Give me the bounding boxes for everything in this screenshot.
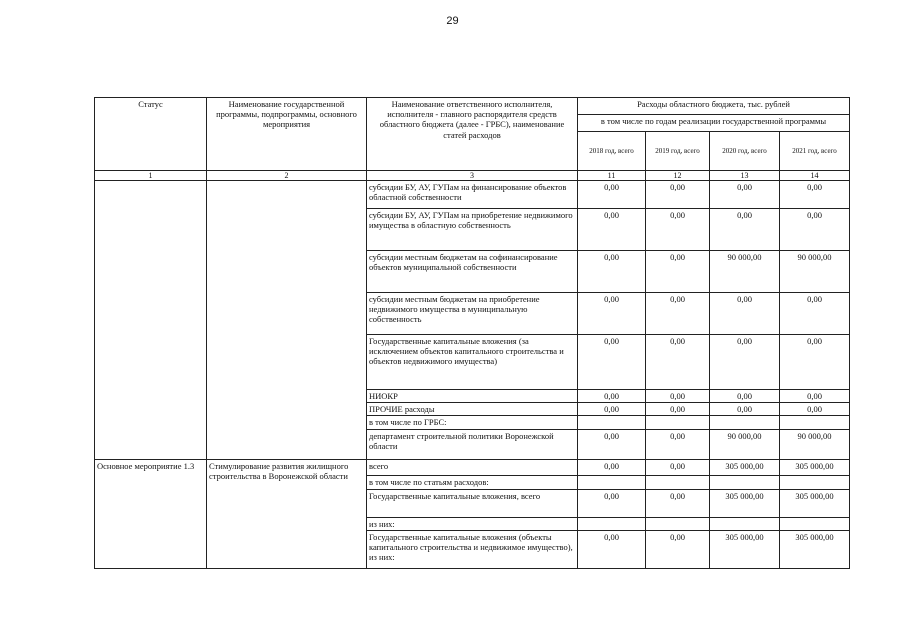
value-2019: 0,00 [646,181,710,209]
header-year-2019: 2019 год, всего [646,132,710,171]
value-2018: 0,00 [578,209,646,251]
row-label: субсидии местным бюджетам на приобретение недвижимого имущества в муниципальную собственность [367,293,578,335]
value-2019: 0,00 [646,489,710,517]
value-2021: 90 000,00 [780,429,850,459]
value-2020: 305 000,00 [710,459,780,475]
row-label: из них: [367,517,578,530]
value-2021: 0,00 [780,181,850,209]
row-label: Государственные капитальные вложения (объекты капитального строительства и недвижимое имущество), из них: [367,530,578,568]
value-2021: 0,00 [780,403,850,416]
value-2020: 0,00 [710,209,780,251]
status-cell [95,181,207,460]
value-2018: 0,00 [578,390,646,403]
header-status: Статус [95,98,207,171]
value-2019: 0,00 [646,459,710,475]
row-label: в том числе по ГРБС: [367,416,578,429]
value-2020: 0,00 [710,335,780,390]
value-2018 [578,416,646,429]
value-2019: 0,00 [646,293,710,335]
col-number: 12 [646,171,710,181]
col-number: 1 [95,171,207,181]
value-2020: 90 000,00 [710,251,780,293]
value-2020 [710,517,780,530]
header-year-2020: 2020 год, всего [710,132,780,171]
header-program: Наименование государственной программы, подпрограммы, основного мероприятия [207,98,367,171]
value-2021: 0,00 [780,390,850,403]
value-2020: 305 000,00 [710,530,780,568]
col-number: 3 [367,171,578,181]
value-2020: 0,00 [710,390,780,403]
value-2020: 305 000,00 [710,489,780,517]
col-number: 14 [780,171,850,181]
value-2021: 305 000,00 [780,530,850,568]
event-name: Стимулирование развития жилищного строительства в Воронежской области [207,459,367,568]
value-2018: 0,00 [578,293,646,335]
value-2021: 0,00 [780,293,850,335]
value-2018: 0,00 [578,181,646,209]
value-2021 [780,475,850,489]
row-label: субсидии БУ, АУ, ГУПам на приобретение недвижимого имущества в областную собственность [367,209,578,251]
value-2020: 0,00 [710,181,780,209]
value-2018: 0,00 [578,429,646,459]
row-label: НИОКР [367,390,578,403]
value-2019 [646,517,710,530]
value-2021: 305 000,00 [780,459,850,475]
row-label: департамент строительной политики Воронежской области [367,429,578,459]
budget-table [94,97,850,569]
value-2018: 0,00 [578,459,646,475]
col-number: 2 [207,171,367,181]
col-number: 13 [710,171,780,181]
row-label: в том числе по статьям расходов: [367,475,578,489]
value-2018 [578,517,646,530]
row-label: субсидии местным бюджетам на софинансирование объектов муниципальной собственности [367,251,578,293]
table-row [95,459,850,475]
row-label: ПРОЧИЕ расходы [367,403,578,416]
value-2020 [710,416,780,429]
value-2021: 305 000,00 [780,489,850,517]
value-2019: 0,00 [646,429,710,459]
value-2019: 0,00 [646,390,710,403]
row-label: Государственные капитальные вложения (за исключением объектов капитального строительства и объектов недвижимого имущества) [367,335,578,390]
value-2020: 0,00 [710,403,780,416]
value-2020: 0,00 [710,293,780,335]
col-number: 11 [578,171,646,181]
value-2021 [780,416,850,429]
row-label: всего [367,459,578,475]
value-2019: 0,00 [646,530,710,568]
header-expenses: Расходы областного бюджета, тыс. рублей [578,98,850,115]
value-2021: 0,00 [780,209,850,251]
table-row [95,181,850,209]
value-2018: 0,00 [578,489,646,517]
value-2021: 0,00 [780,335,850,390]
value-2018 [578,475,646,489]
value-2018: 0,00 [578,530,646,568]
value-2018: 0,00 [578,251,646,293]
value-2021 [780,517,850,530]
value-2018: 0,00 [578,403,646,416]
value-2021: 90 000,00 [780,251,850,293]
value-2018: 0,00 [578,335,646,390]
header-year-2021: 2021 год, всего [780,132,850,171]
row-label: Государственные капитальные вложения, всего [367,489,578,517]
value-2020: 90 000,00 [710,429,780,459]
value-2019: 0,00 [646,403,710,416]
row-label: субсидии БУ, АУ, ГУПам на финансирование объектов областной собственности [367,181,578,209]
header-executor: Наименование ответственного исполнителя, исполнителя - главного распорядителя средств областного бюджета (далее - ГРБС), наименование статей расходов [367,98,578,171]
event-status: Основное мероприятие 1.3 [95,459,207,568]
value-2019: 0,00 [646,335,710,390]
value-2019: 0,00 [646,209,710,251]
header-by-years: в том числе по годам реализации государственной программы [578,115,850,132]
value-2019: 0,00 [646,251,710,293]
value-2020 [710,475,780,489]
program-cell [207,181,367,460]
value-2019 [646,475,710,489]
header-year-2018: 2018 год, всего [578,132,646,171]
value-2019 [646,416,710,429]
page-number: 29 [446,15,459,27]
